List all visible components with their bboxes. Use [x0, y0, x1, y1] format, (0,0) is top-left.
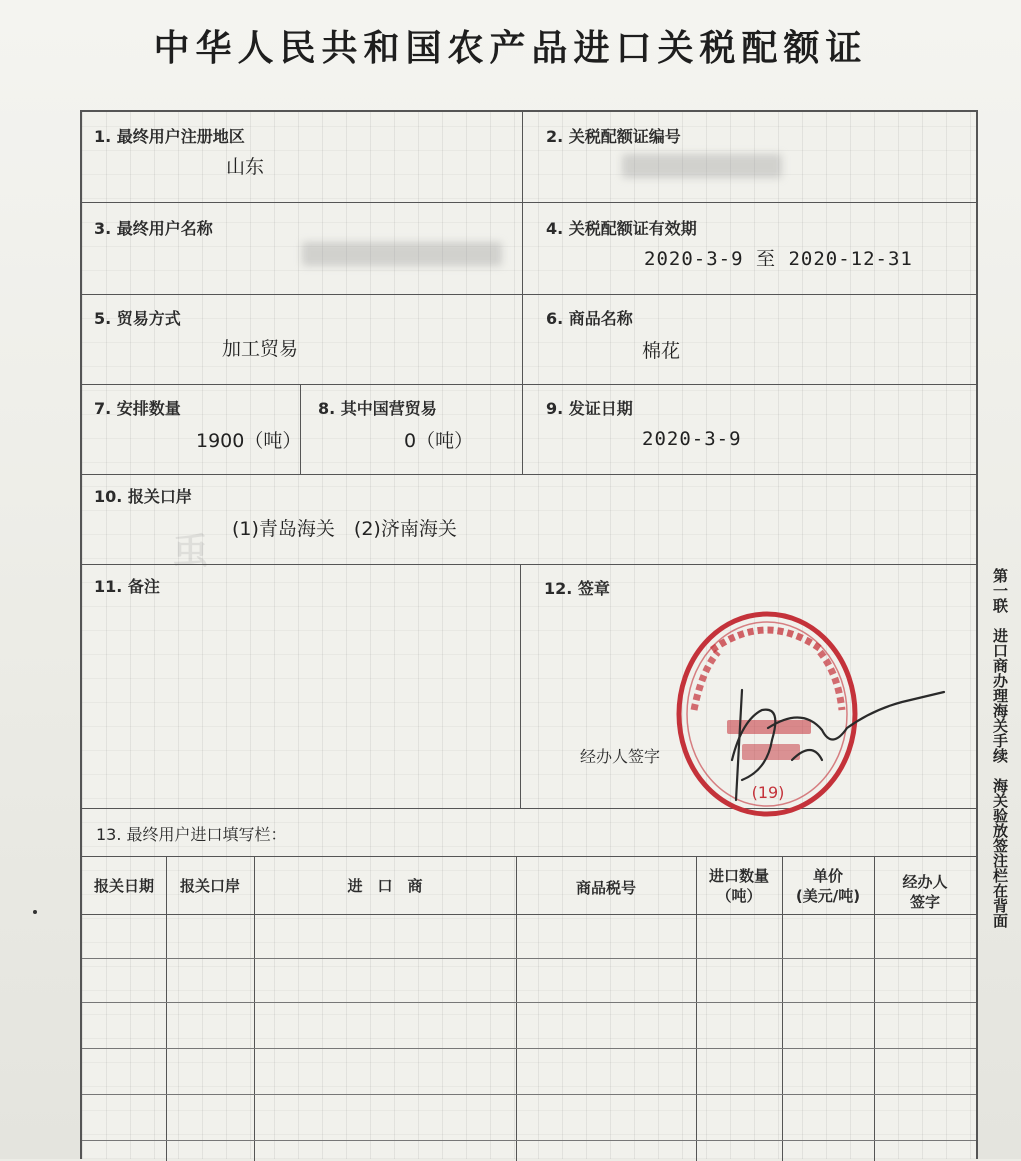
column-divider [520, 564, 521, 808]
table-row-line [82, 1048, 976, 1049]
bleed-through-mark: 䖝 [167, 532, 208, 568]
handler-signature-label: 经办人签字 [580, 747, 661, 766]
document-title: 中华人民共和国农产品进口关税配额证 [153, 28, 868, 69]
table-row-line [82, 1094, 976, 1095]
field-1-label: 1. 最终用户注册地区 [94, 127, 245, 146]
validity-start-date: 2020-3-9 [644, 248, 744, 270]
field-5-label: 5. 贸易方式 [94, 309, 181, 328]
row-divider [82, 564, 976, 565]
table-header-tariff-code: 商品税号 [575, 879, 636, 897]
validity-to: 至 [755, 248, 776, 270]
field-5-value: 加工贸易 [222, 338, 299, 360]
field-4-value [644, 244, 913, 271]
field-9-value: 2020-3-9 [642, 428, 742, 450]
row-divider [82, 474, 976, 475]
validity-end-date: 2020-12-31 [788, 248, 913, 270]
row-divider [82, 856, 976, 857]
field-8-label: 8. 其中国营贸易 [318, 399, 437, 418]
field-7-value: 1900（吨） [196, 430, 302, 452]
field-1-value: 山东 [226, 156, 265, 178]
field-8-value: 0（吨） [404, 430, 474, 452]
row-divider [82, 914, 976, 915]
table-header-importer: 进 口 商 [347, 877, 423, 895]
field-3-label: 3. 最终用户名称 [94, 219, 213, 238]
table-row-line [82, 958, 976, 959]
field-13-label: 13. 最终用户进口填写栏： [96, 825, 287, 844]
scan-speck [33, 910, 37, 914]
redacted-end-user-name [302, 242, 502, 266]
field-7-label: 7. 安排数量 [94, 399, 181, 418]
field-4-label: 4. 关税配额证有效期 [546, 219, 697, 238]
field-6-value: 棉花 [642, 340, 681, 362]
table-header-unit-price: 单价 (美元/吨) [795, 867, 861, 905]
side-note-vertical: 第一联 进口商办理海关手续 海关验放签注栏在背面 [991, 568, 1009, 928]
row-divider [82, 384, 976, 385]
table-header-import-quantity: 进口数量 （吨） [708, 867, 769, 905]
table-row-line [82, 1140, 976, 1141]
field-12-label: 12. 签章 [544, 579, 610, 598]
row-divider [82, 202, 976, 203]
seal-number: (19) [751, 783, 785, 802]
table-row-line [82, 1002, 976, 1003]
column-divider [522, 384, 523, 474]
table-column-line [254, 856, 255, 1161]
table-header-handler-signature: 经办人 签字 [902, 873, 948, 911]
redacted-certificate-number [622, 154, 782, 178]
field-10-value: (1)青岛海关 (2)济南海关 [232, 518, 457, 540]
table-header-customs-date: 报关日期 [93, 877, 154, 895]
table-column-line [166, 856, 167, 1161]
field-11-label: 11. 备注 [94, 577, 160, 596]
table-header-customs-port: 报关口岸 [179, 877, 240, 895]
field-6-label: 6. 商品名称 [546, 309, 633, 328]
red-seal-icon [679, 614, 855, 814]
table-column-line [516, 856, 517, 1161]
field-10-label: 10. 报关口岸 [94, 487, 192, 506]
field-2-label: 2. 关税配额证编号 [546, 127, 681, 146]
row-divider [82, 294, 976, 295]
field-9-label: 9. 发证日期 [546, 399, 633, 418]
official-seal-with-signature [672, 610, 952, 825]
